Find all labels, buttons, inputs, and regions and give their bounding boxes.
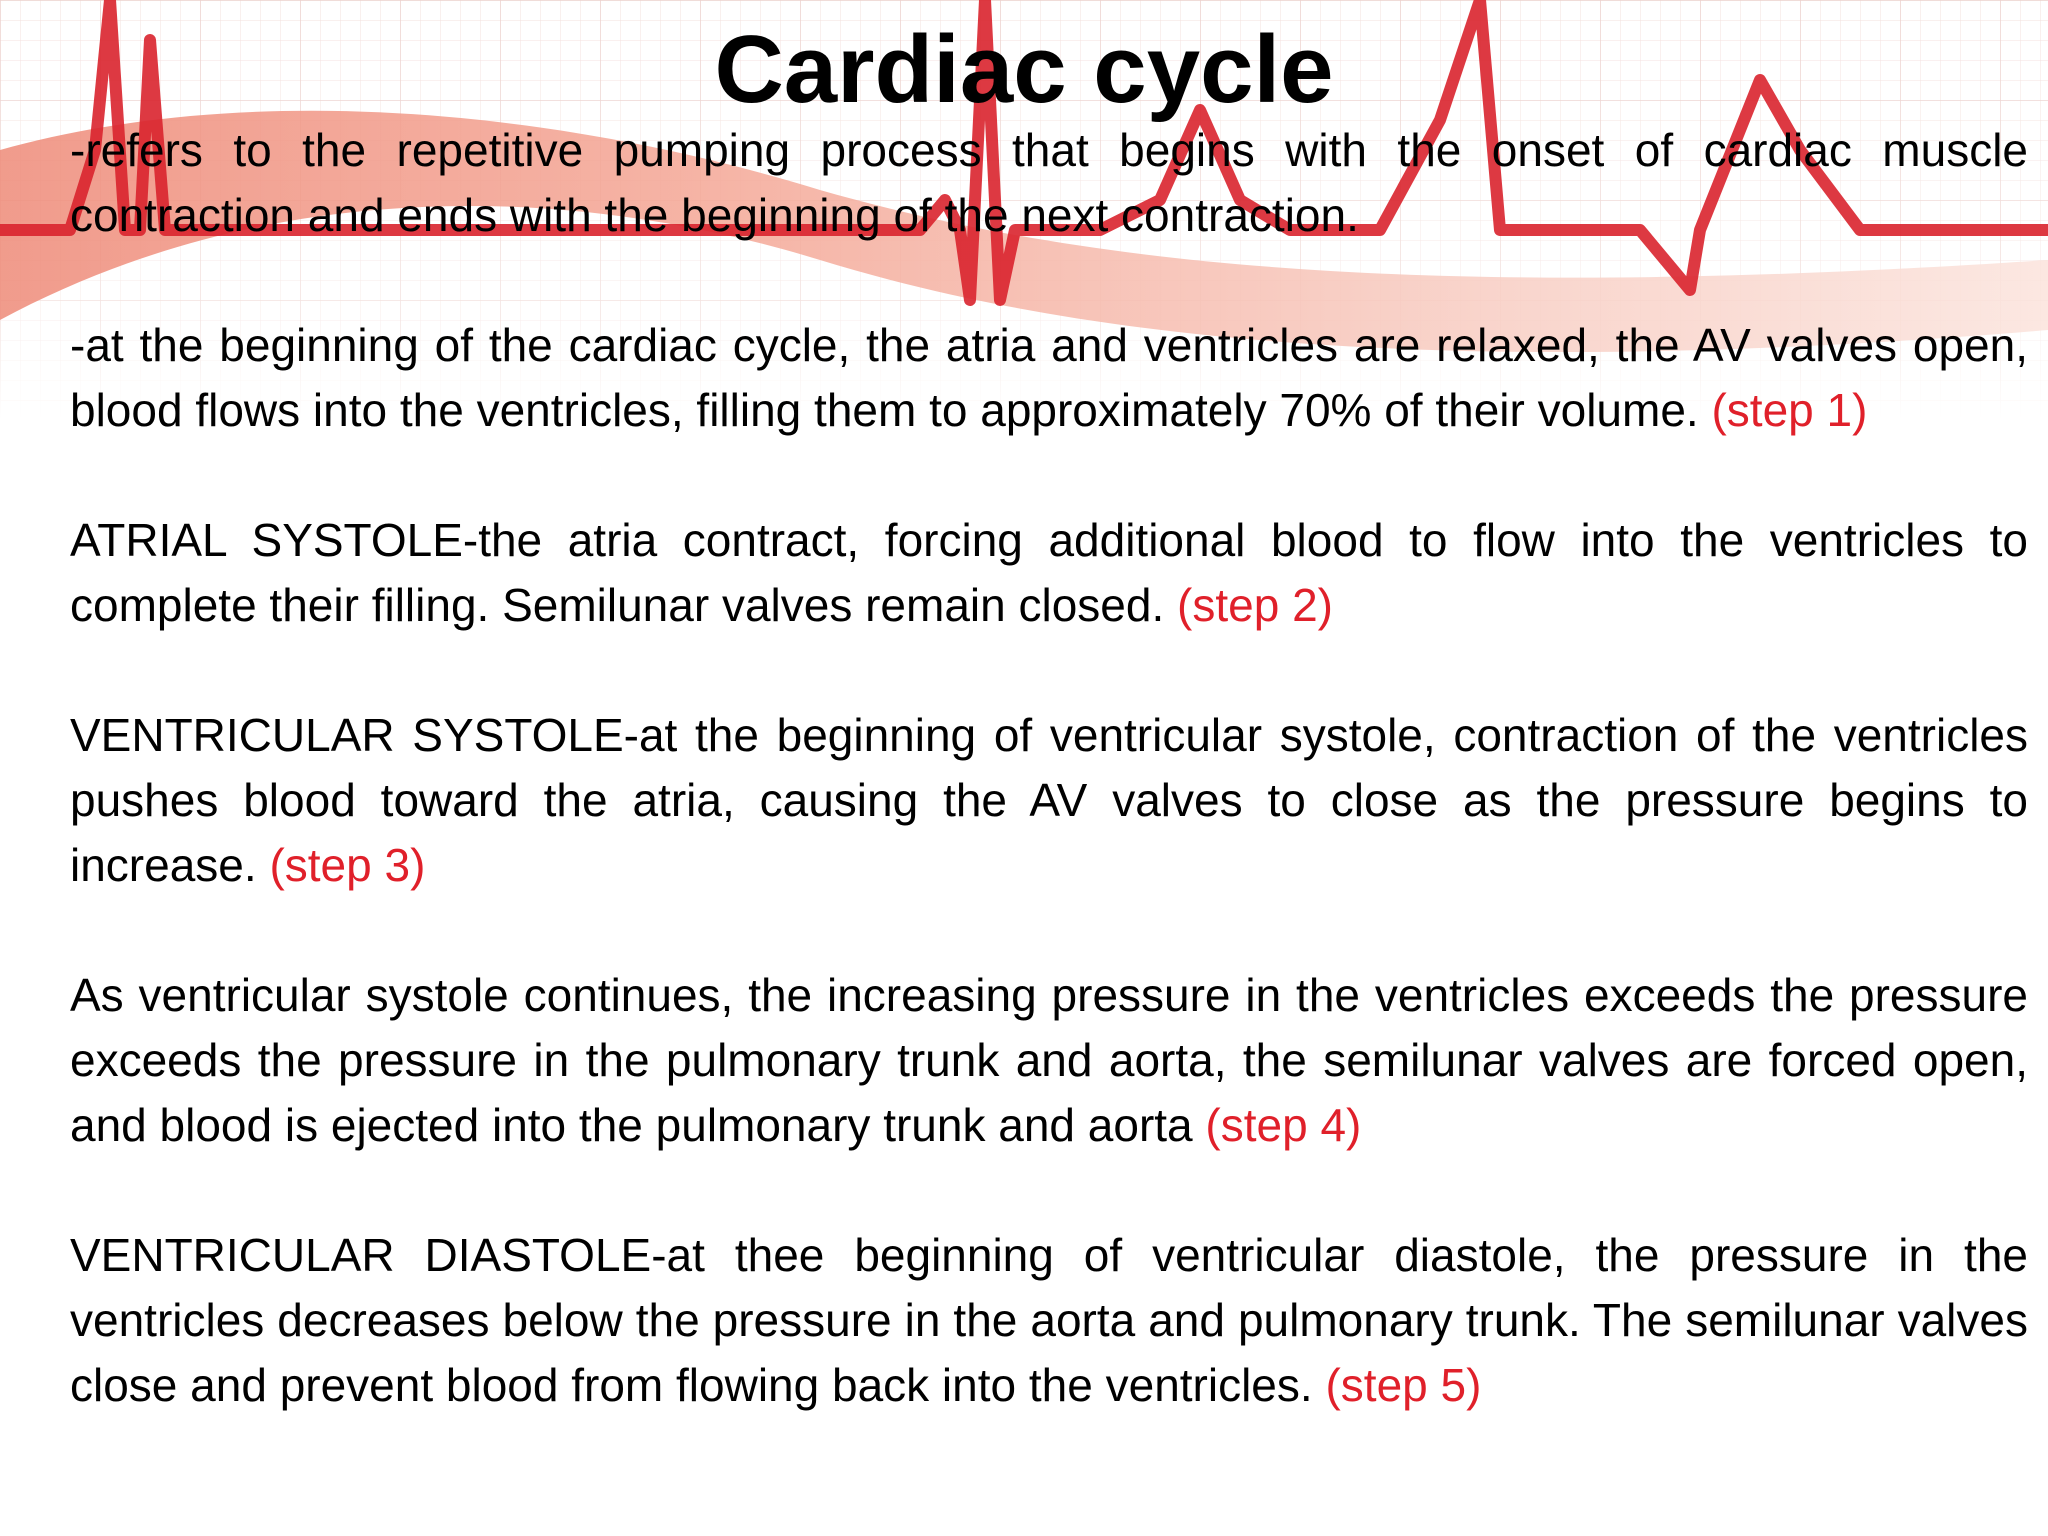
paragraph-text: VENTRICULAR SYSTOLE-at the beginning of ventricular systole, contraction of the ventricles pushes blood toward the atria, causing the AV valves to close as the pressure begins to increase. — [70, 709, 2028, 891]
step-label: (step 3) — [269, 839, 426, 891]
step-label: (step 2) — [1177, 579, 1333, 631]
paragraph-step-2 — [70, 508, 2028, 638]
paragraph-text: -at the beginning of the cardiac cycle, the atria and ventricles are relaxed, the AV valves open, blood flows into the ventricles, filling them to approximately 70% of their volume. — [70, 319, 2028, 436]
step-label: (step 1) — [1711, 384, 1868, 436]
paragraph-step-3 — [70, 703, 2028, 898]
slide-body — [70, 118, 2028, 1483]
paragraph-text: As ventricular systole continues, the increasing pressure in the ventricles exceeds the pressure exceeds the pressure in the pulmonary trunk and aorta, the semilunar valves are forced open, and blood is ejected into the pulmonary trunk and aorta — [70, 969, 2028, 1151]
paragraph-text: -refers to the repetitive pumping process that begins with the onset of cardiac muscle contraction and ends with the beginning of the next contraction. — [70, 124, 2028, 241]
step-label: (step 5) — [1325, 1359, 1482, 1411]
paragraph-text: VENTRICULAR DIASTOLE-at thee beginning of ventricular diastole, the pressure in the ventricles decreases below the pressure in the aorta and pulmonary trunk. The semilunar valves close and prevent blood from flowing back into the ventricles. — [70, 1229, 2028, 1411]
slide-title: Cardiac cycle — [714, 16, 1334, 123]
paragraph-step-1 — [70, 313, 2028, 443]
paragraph-step-4 — [70, 963, 2028, 1158]
paragraph-text: ATRIAL SYSTOLE-the atria contract, forcing additional blood to flow into the ventricles to complete their filling. Semilunar valves remain closed. — [70, 514, 2028, 631]
step-label: (step 4) — [1205, 1099, 1362, 1151]
paragraph-step-5 — [70, 1223, 2028, 1418]
paragraph-definition — [70, 118, 2028, 248]
